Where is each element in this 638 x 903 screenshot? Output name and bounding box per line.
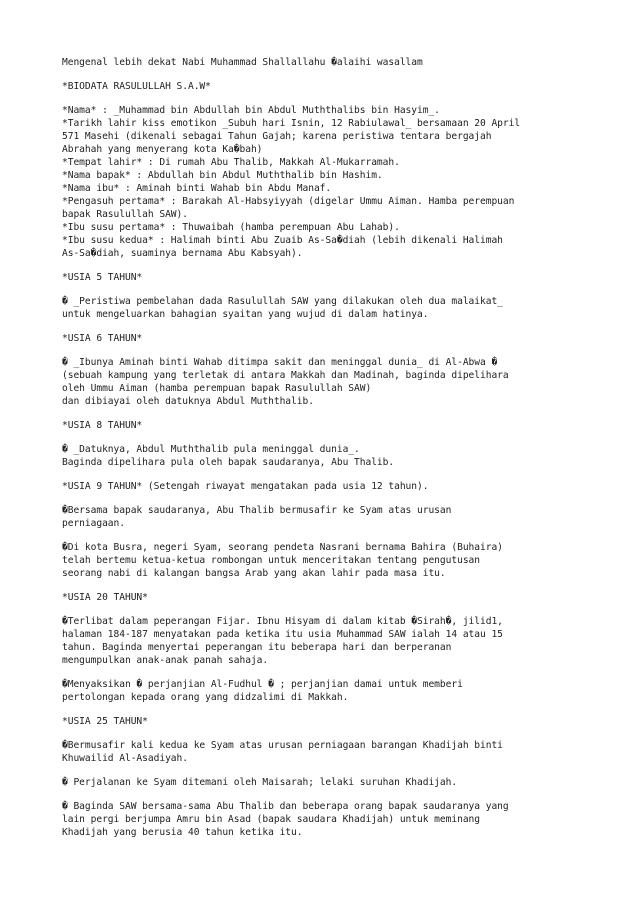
text-line: *USIA 8 TAHUN* xyxy=(62,420,143,431)
text-line: halaman 184-187 menyatakan pada ketika itu usia Muhammad SAW ialah 14 atau 15 xyxy=(62,629,503,640)
text-line: *Ibu susu pertama* : Thuwaibah (hamba perempuan Abu Lahab). xyxy=(62,222,400,233)
text-line: dan dibiayai oleh datuknya Abdul Muththalib. xyxy=(62,396,314,407)
text-line: *Nama bapak* : Abdullah bin Abdul Muththalib bin Hashim. xyxy=(62,170,383,181)
document-paragraph xyxy=(62,356,582,408)
text-line: untuk mengeluarkan bahagian syaitan yang wujud di dalam hatinya. xyxy=(62,309,429,320)
text-line: *Ibu susu kedua* : Halimah binti Abu Zuaib As-Sa�diah (lebih dikenali Halimah xyxy=(62,235,503,246)
document-paragraph xyxy=(62,678,582,704)
document-paragraph xyxy=(62,504,582,530)
document-paragraph xyxy=(62,443,582,469)
text-line: *USIA 25 TAHUN* xyxy=(62,716,148,727)
text-line: seorang nabi di kalangan bangsa Arab yang akan lahir pada masa itu. xyxy=(62,568,446,579)
text-line: Khadijah yang berusia 40 tahun ketika itu. xyxy=(62,827,303,838)
document-page xyxy=(62,56,582,850)
text-line: �Bermusafir kali kedua ke Syam atas urusan perniagaan barangan Khadijah binti xyxy=(62,740,503,751)
text-line: pertolongan kepada orang yang didzalimi di Makkah. xyxy=(62,692,349,703)
text-line: � _Ibunya Aminah binti Wahab ditimpa sakit dan meninggal dunia_ di Al-Abwa � xyxy=(62,357,498,368)
text-line: *BIODATA RASULULLAH S.A.W* xyxy=(62,81,211,92)
document-paragraph xyxy=(62,739,582,765)
document-paragraph xyxy=(62,332,582,345)
text-line: telah bertemu ketua-ketua rombongan untuk menceritakan tentang pengutusan xyxy=(62,555,480,566)
text-line: As-Sa�diah, suaminya bernama Abu Kabsyah). xyxy=(62,248,303,259)
document-paragraph xyxy=(62,80,582,93)
text-line: �Bersama bapak saudaranya, Abu Thalib bermusafir ke Syam atas urusan xyxy=(62,505,452,516)
document-paragraph xyxy=(62,271,582,284)
text-line: Abrahah yang menyerang kota Ka�bah) xyxy=(62,144,263,155)
document-paragraph xyxy=(62,480,582,493)
text-line: oleh Ummu Aiman (hamba perempuan bapak Rasulullah SAW) xyxy=(62,383,372,394)
text-line: Mengenal lebih dekat Nabi Muhammad Shallallahu �alaihi wasallam xyxy=(62,57,423,68)
document-paragraph xyxy=(62,295,582,321)
text-line: � Perjalanan ke Syam ditemani oleh Maisarah; lelaki suruhan Khadijah. xyxy=(62,777,458,788)
text-line: (sebuah kampung yang terletak di antara Makkah dan Madinah, baginda dipelihara xyxy=(62,370,509,381)
text-line: � _Datuknya, Abdul Muththalib pula meninggal dunia_. xyxy=(62,444,360,455)
document-paragraph xyxy=(62,800,582,839)
text-line: �Di kota Busra, negeri Syam, seorang pendeta Nasrani bernama Bahira (Buhaira) xyxy=(62,542,503,553)
text-line: *USIA 20 TAHUN* xyxy=(62,592,148,603)
text-line: �Menyaksikan � perjanjian Al-Fudhul � ; perjanjian damai untuk memberi xyxy=(62,679,463,690)
text-line: Khuwailid Al-Asadiyah. xyxy=(62,753,188,764)
text-line: *Tarikh lahir kiss emotikon _Subuh hari Isnin, 12 Rabiulawal_ bersamaan 20 April xyxy=(62,118,521,129)
document-paragraph xyxy=(62,541,582,580)
text-line: *Nama* : _Muhammad bin Abdullah bin Abdul Muththalibs bin Hasyim_. xyxy=(62,105,440,116)
document-paragraph xyxy=(62,715,582,728)
document-paragraph xyxy=(62,104,582,260)
text-line: *USIA 9 TAHUN* (Setengah riwayat mengatakan pada usia 12 tahun). xyxy=(62,481,429,492)
text-line: � _Peristiwa pembelahan dada Rasulullah SAW yang dilakukan oleh dua malaikat_ xyxy=(62,296,503,307)
text-line: perniagaan. xyxy=(62,518,125,529)
text-line: *USIA 5 TAHUN* xyxy=(62,272,143,283)
text-line: � Baginda SAW bersama-sama Abu Thalib dan beberapa orang bapak saudaranya yang xyxy=(62,801,509,812)
text-line: 571 Masehi (dikenali sebagai Tahun Gajah; karena peristiwa tentara bergajah xyxy=(62,131,492,142)
document-paragraph xyxy=(62,615,582,667)
text-line: bapak Rasulullah SAW). xyxy=(62,209,188,220)
text-line: *Pengasuh pertama* : Barakah Al-Habsyiyyah (digelar Ummu Aiman. Hamba perempuan xyxy=(62,196,515,207)
document-paragraph xyxy=(62,419,582,432)
document-title xyxy=(62,56,582,69)
text-line: *USIA 6 TAHUN* xyxy=(62,333,143,344)
text-line: *Tempat lahir* : Di rumah Abu Thalib, Makkah Al-Mukarramah. xyxy=(62,157,400,168)
text-line: *Nama ibu* : Aminah binti Wahab bin Abdu Manaf. xyxy=(62,183,332,194)
text-line: mengumpulkan anak-anak panah sahaja. xyxy=(62,655,269,666)
text-line: �Terlibat dalam peperangan Fijar. Ibnu Hisyam di dalam kitab �Sirah�, jilid1, xyxy=(62,616,503,627)
text-line: lain pergi berjumpa Amru bin Asad (bapak saudara Khadijah) untuk meminang xyxy=(62,814,480,825)
document-paragraph xyxy=(62,776,582,789)
document-paragraph xyxy=(62,591,582,604)
text-line: tahun. Baginda menyertai peperangan itu beberapa hari dan berperanan xyxy=(62,642,452,653)
text-line: Baginda dipelihara pula oleh bapak saudaranya, Abu Thalib. xyxy=(62,457,395,468)
